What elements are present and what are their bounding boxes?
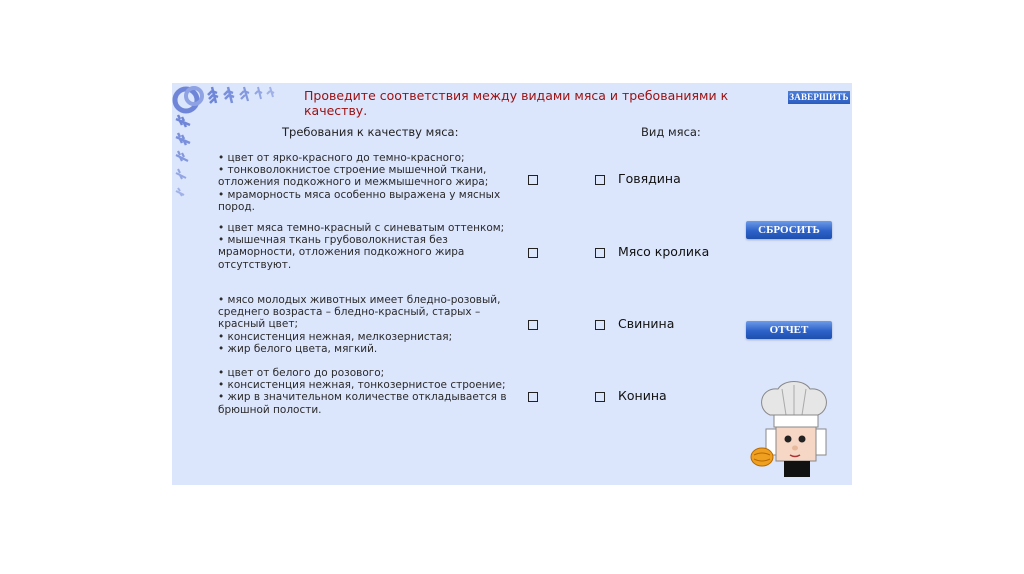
reset-button[interactable]: СБРОСИТЬ [746,221,832,239]
requirement-line: • консистенция нежная, мелкозернистая; [218,330,453,343]
requirement-1 [218,152,518,213]
requirement-line: • цвет от ярко-красного до темно-красного; [218,152,465,164]
requirement-line: • тонковолокнистое строение мышечной ткани, отложения подкожного и межмышечного жира; [218,164,489,189]
requirement-3-connector[interactable] [528,320,538,330]
requirement-3 [218,294,518,355]
requirement-line: • цвет от белого до розового; [218,367,385,379]
meat-horse: Конина [618,388,667,403]
meat-rabbit: Мясо кролика [618,244,710,259]
requirement-4 [218,367,518,416]
meat-header: Вид мяса: [641,125,701,139]
requirements-header: Требования к качеству мяса: [282,125,459,139]
requirement-line: • цвет мяса темно-красный с синеватым оттенком; [218,222,505,234]
requirement-1-connector[interactable] [528,175,538,185]
exercise-panel [172,83,852,485]
requirement-line: • мясо молодых животных имеет бледно-розовый, среднего возраста – бледно-красный, старых – красный цвет; [218,294,501,331]
requirement-4-connector[interactable] [528,392,538,402]
finish-button[interactable]: ЗАВЕРШИТЬ [789,92,849,102]
task-title: Проведите соответствия между видами мяса и требованиями к качеству. [304,88,729,118]
report-button[interactable]: ОТЧЕТ [746,321,832,339]
meat-1-connector[interactable] [595,175,605,185]
requirement-2-connector[interactable] [528,248,538,258]
requirement-line: • жир белого цвета, мягкий. [218,342,378,355]
requirement-2 [218,222,518,271]
meat-2-connector[interactable] [595,248,605,258]
chef-mascot-icon [748,375,838,483]
requirement-line: • мраморность мяса особенно выражена у мясных пород. [218,188,501,213]
requirement-line: • консистенция нежная, тонкозернистое строение; [218,379,506,392]
meat-beef: Говядина [618,171,681,186]
meat-pork: Свинина [618,316,675,331]
meat-4-connector[interactable] [595,392,605,402]
requirement-line: • мышечная ткань грубоволокнистая без мраморности, отложения подкожного жира отсутствуют. [218,234,465,271]
meat-3-connector[interactable] [595,320,605,330]
requirement-line: • жир в значительном количестве откладывается в брюшной полости. [218,391,507,416]
